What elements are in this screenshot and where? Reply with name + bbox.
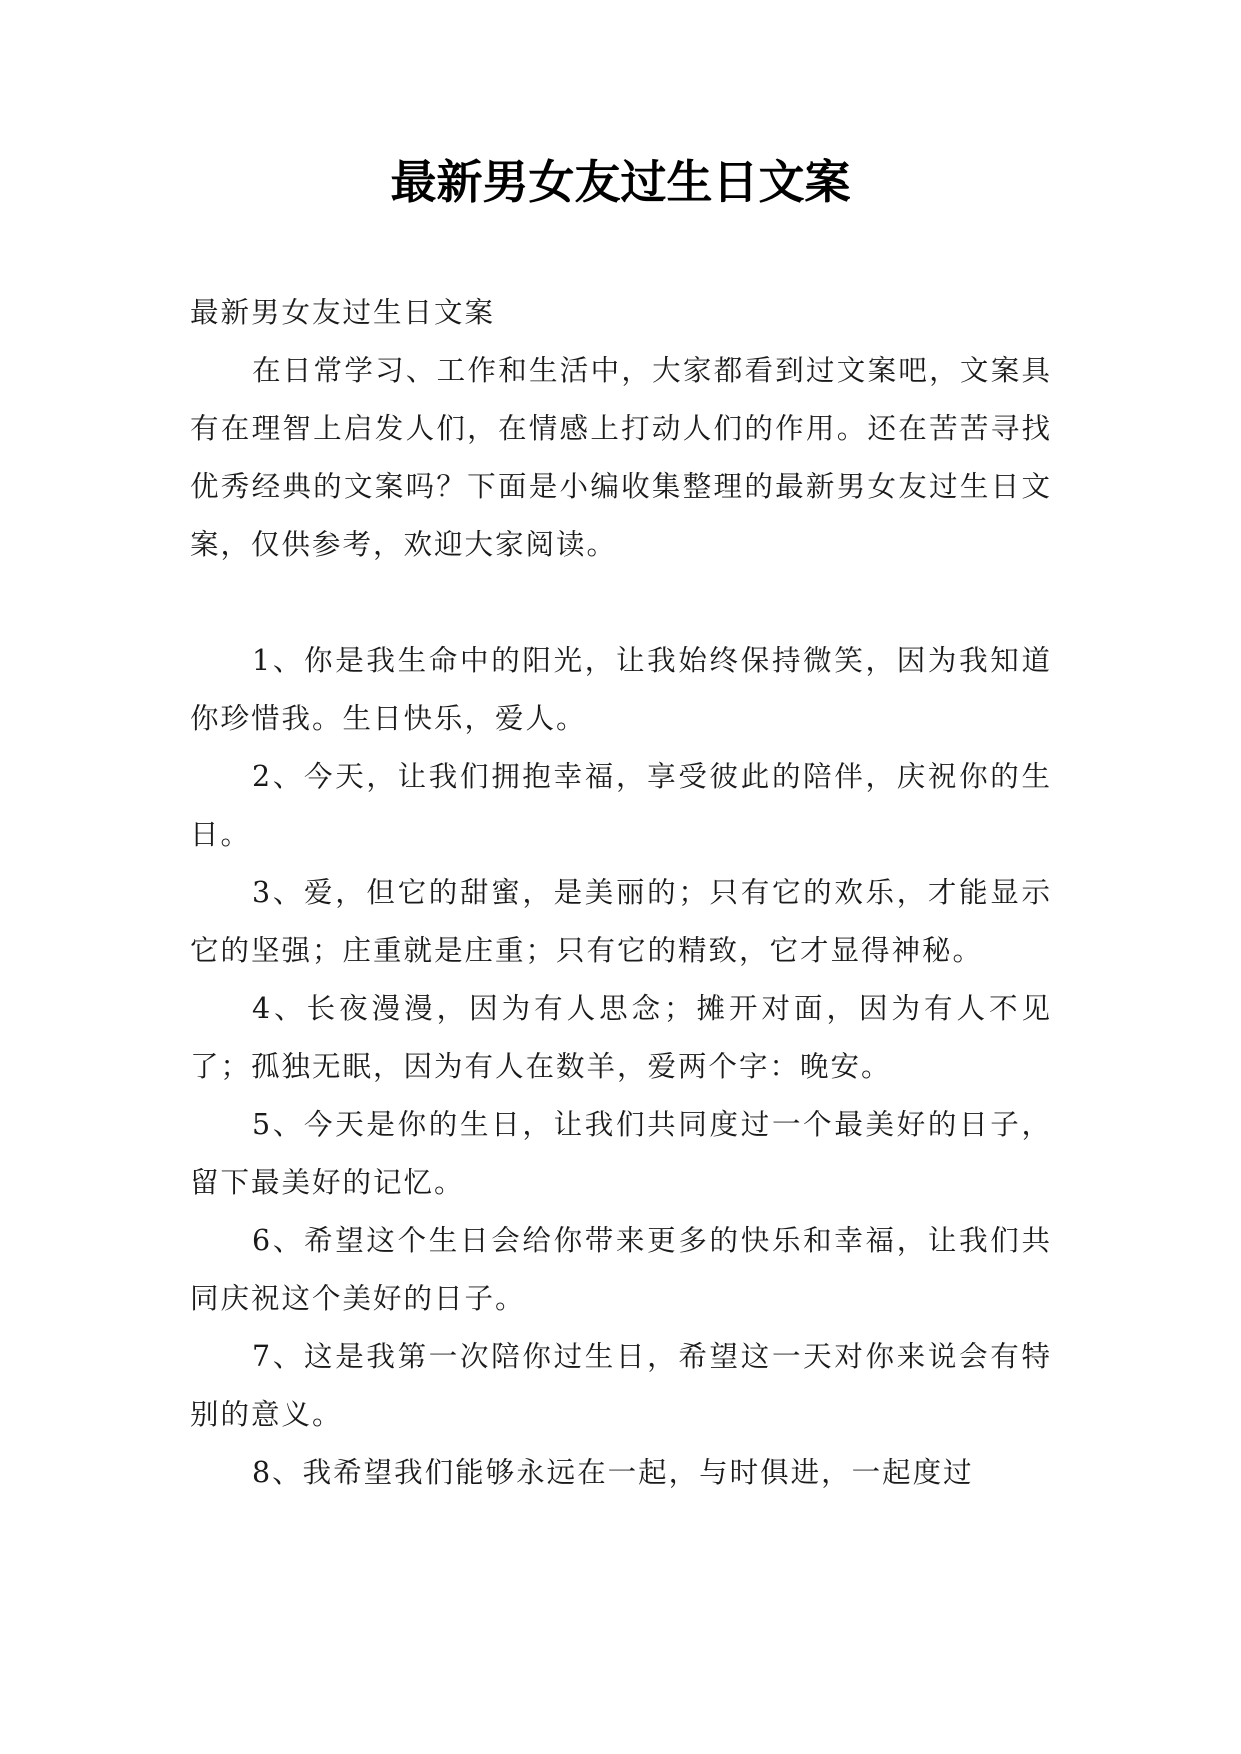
list-item: 3、爱，但它的甜蜜，是美丽的；只有它的欢乐，才能显示它的坚强；庄重就是庄重；只有它的精致，它才显得神秘。 [190,876,1052,967]
list-item: 8、我希望我们能够永远在一起，与时俱进，一起度过 [252,1456,974,1489]
list-item: 1、你是我生命中的阳光，让我始终保持微笑，因为我知道你珍惜我。生日快乐，爱人。 [190,644,1052,735]
document-title: 最新男女友过生日文案 [390,155,851,209]
list-item: 4、长夜漫漫，因为有人思念；摊开对面，因为有人不见了；孤独无眠，因为有人在数羊，爱两个字：晚安。 [190,992,1052,1083]
intro-paragraph: 在日常学习、工作和生活中，大家都看到过文案吧，文案具有在理智上启发人们，在情感上打动人们的作用。还在苦苦寻找优秀经典的文案吗？下面是小编收集整理的最新男女友过生日文案，仅供参考，欢迎大家阅读。 [190,354,1052,561]
document-body [190,284,1052,1502]
list-item: 7、这是我第一次陪你过生日，希望这一天对你来说会有特别的意义。 [190,1340,1052,1431]
list-item: 2、今天，让我们拥抱幸福，享受彼此的陪伴，庆祝你的生日。 [190,760,1052,851]
document-subtitle: 最新男女友过生日文案 [190,296,496,329]
paragraph-spacer [190,574,1052,632]
list-item: 6、希望这个生日会给你带来更多的快乐和幸福，让我们共同庆祝这个美好的日子。 [190,1224,1052,1315]
list-item: 5、今天是你的生日，让我们共同度过一个最美好的日子，留下最美好的记忆。 [190,1108,1052,1199]
